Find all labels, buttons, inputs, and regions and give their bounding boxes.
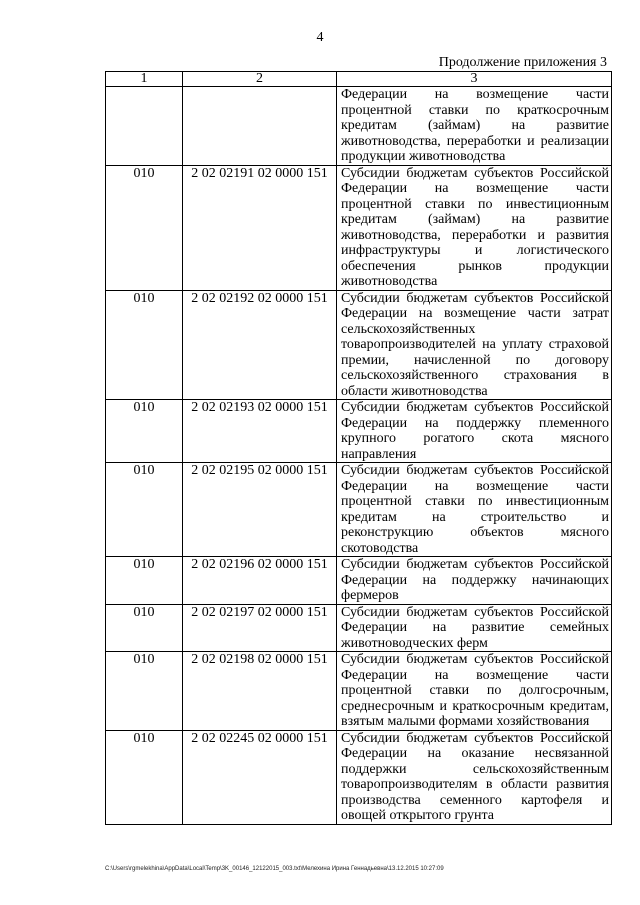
table-row xyxy=(106,165,612,290)
row-kbk-code: 2 02 02192 02 0000 151 xyxy=(183,290,337,400)
row-code: 010 xyxy=(106,604,183,652)
table-header-row xyxy=(106,72,612,87)
row-description: Субсидии бюджетам субъектов Российской Федерации на возмещение части процентной ставки по долгосрочным, среднесрочным и краткосрочным кредитам, взятым малыми формами хозяйствования xyxy=(337,652,612,731)
file-path-footer: C:\Users\rgmelekhina\AppData\Local\Temp\3K_00146_12122015_003.txt\Мелехина Ирина Геннадьевна\13.12.2015 10:27:09 xyxy=(105,866,444,872)
row-kbk-code: 2 02 02197 02 0000 151 xyxy=(183,604,337,652)
row-code: 010 xyxy=(106,652,183,731)
row-description: Субсидии бюджетам субъектов Российской Федерации на возмещение части процентной ставки по инвестиционным кредитам (займам) на развитие животноводства, переработки и развития инфраструктуры и логистического обеспечения рынков продукции животноводства xyxy=(337,165,612,290)
row-description: Субсидии бюджетам субъектов Российской Федерации на возмещение части процентной ставки по инвестиционным кредитам на строительство и реконструкцию объектов мясного скотоводства xyxy=(337,463,612,557)
table-row xyxy=(106,400,612,463)
row-kbk-code: 2 02 02195 02 0000 151 xyxy=(183,463,337,557)
row-description: Субсидии бюджетам субъектов Российской Федерации на поддержку племенного крупного рогатого скота мясного направления xyxy=(337,400,612,463)
row-kbk-code: 2 02 02193 02 0000 151 xyxy=(183,400,337,463)
row-kbk-code: 2 02 02245 02 0000 151 xyxy=(183,730,337,824)
row-code: 010 xyxy=(106,557,183,605)
row-kbk-code xyxy=(183,87,337,166)
table-row xyxy=(106,87,612,166)
row-description: Субсидии бюджетам субъектов Российской Федерации на поддержку начинающих фермеров xyxy=(337,557,612,605)
row-description: Субсидии бюджетам субъектов Российской Федерации на возмещение части затрат сельскохозяйственных товаропроизводителей на уплату страховой премии, начисленной по договору сельскохозяйственного страхования в области животноводства xyxy=(337,290,612,400)
page-number: 4 xyxy=(316,30,324,45)
row-code: 010 xyxy=(106,165,183,290)
row-kbk-code: 2 02 02196 02 0000 151 xyxy=(183,557,337,605)
row-code xyxy=(106,87,183,166)
table-row xyxy=(106,652,612,731)
appendix-table xyxy=(105,71,612,825)
row-description: Федерации на возмещение части процентной ставки по краткосрочным кредитам (займам) на развитие животноводства, переработки и реализации продукции животноводства xyxy=(337,87,612,166)
table-row xyxy=(106,557,612,605)
row-kbk-code: 2 02 02198 02 0000 151 xyxy=(183,652,337,731)
continuation-note: Продолжение приложения 3 xyxy=(438,55,607,70)
table-row xyxy=(106,730,612,824)
header-col-1: 1 xyxy=(106,72,183,87)
table-row xyxy=(106,290,612,400)
header-col-3: 3 xyxy=(337,72,612,87)
header-col-2: 2 xyxy=(183,72,337,87)
table-row xyxy=(106,604,612,652)
row-kbk-code: 2 02 02191 02 0000 151 xyxy=(183,165,337,290)
row-code: 010 xyxy=(106,400,183,463)
table-row xyxy=(106,463,612,557)
row-description: Субсидии бюджетам субъектов Российской Федерации на развитие семейных животноводческих ферм xyxy=(337,604,612,652)
row-code: 010 xyxy=(106,730,183,824)
row-code: 010 xyxy=(106,463,183,557)
row-description: Субсидии бюджетам субъектов Российской Федерации на оказание несвязанной поддержки сельскохозяйственным товаропроизводителям в области развития производства семенного картофеля и овощей открытого грунта xyxy=(337,730,612,824)
row-code: 010 xyxy=(106,290,183,400)
